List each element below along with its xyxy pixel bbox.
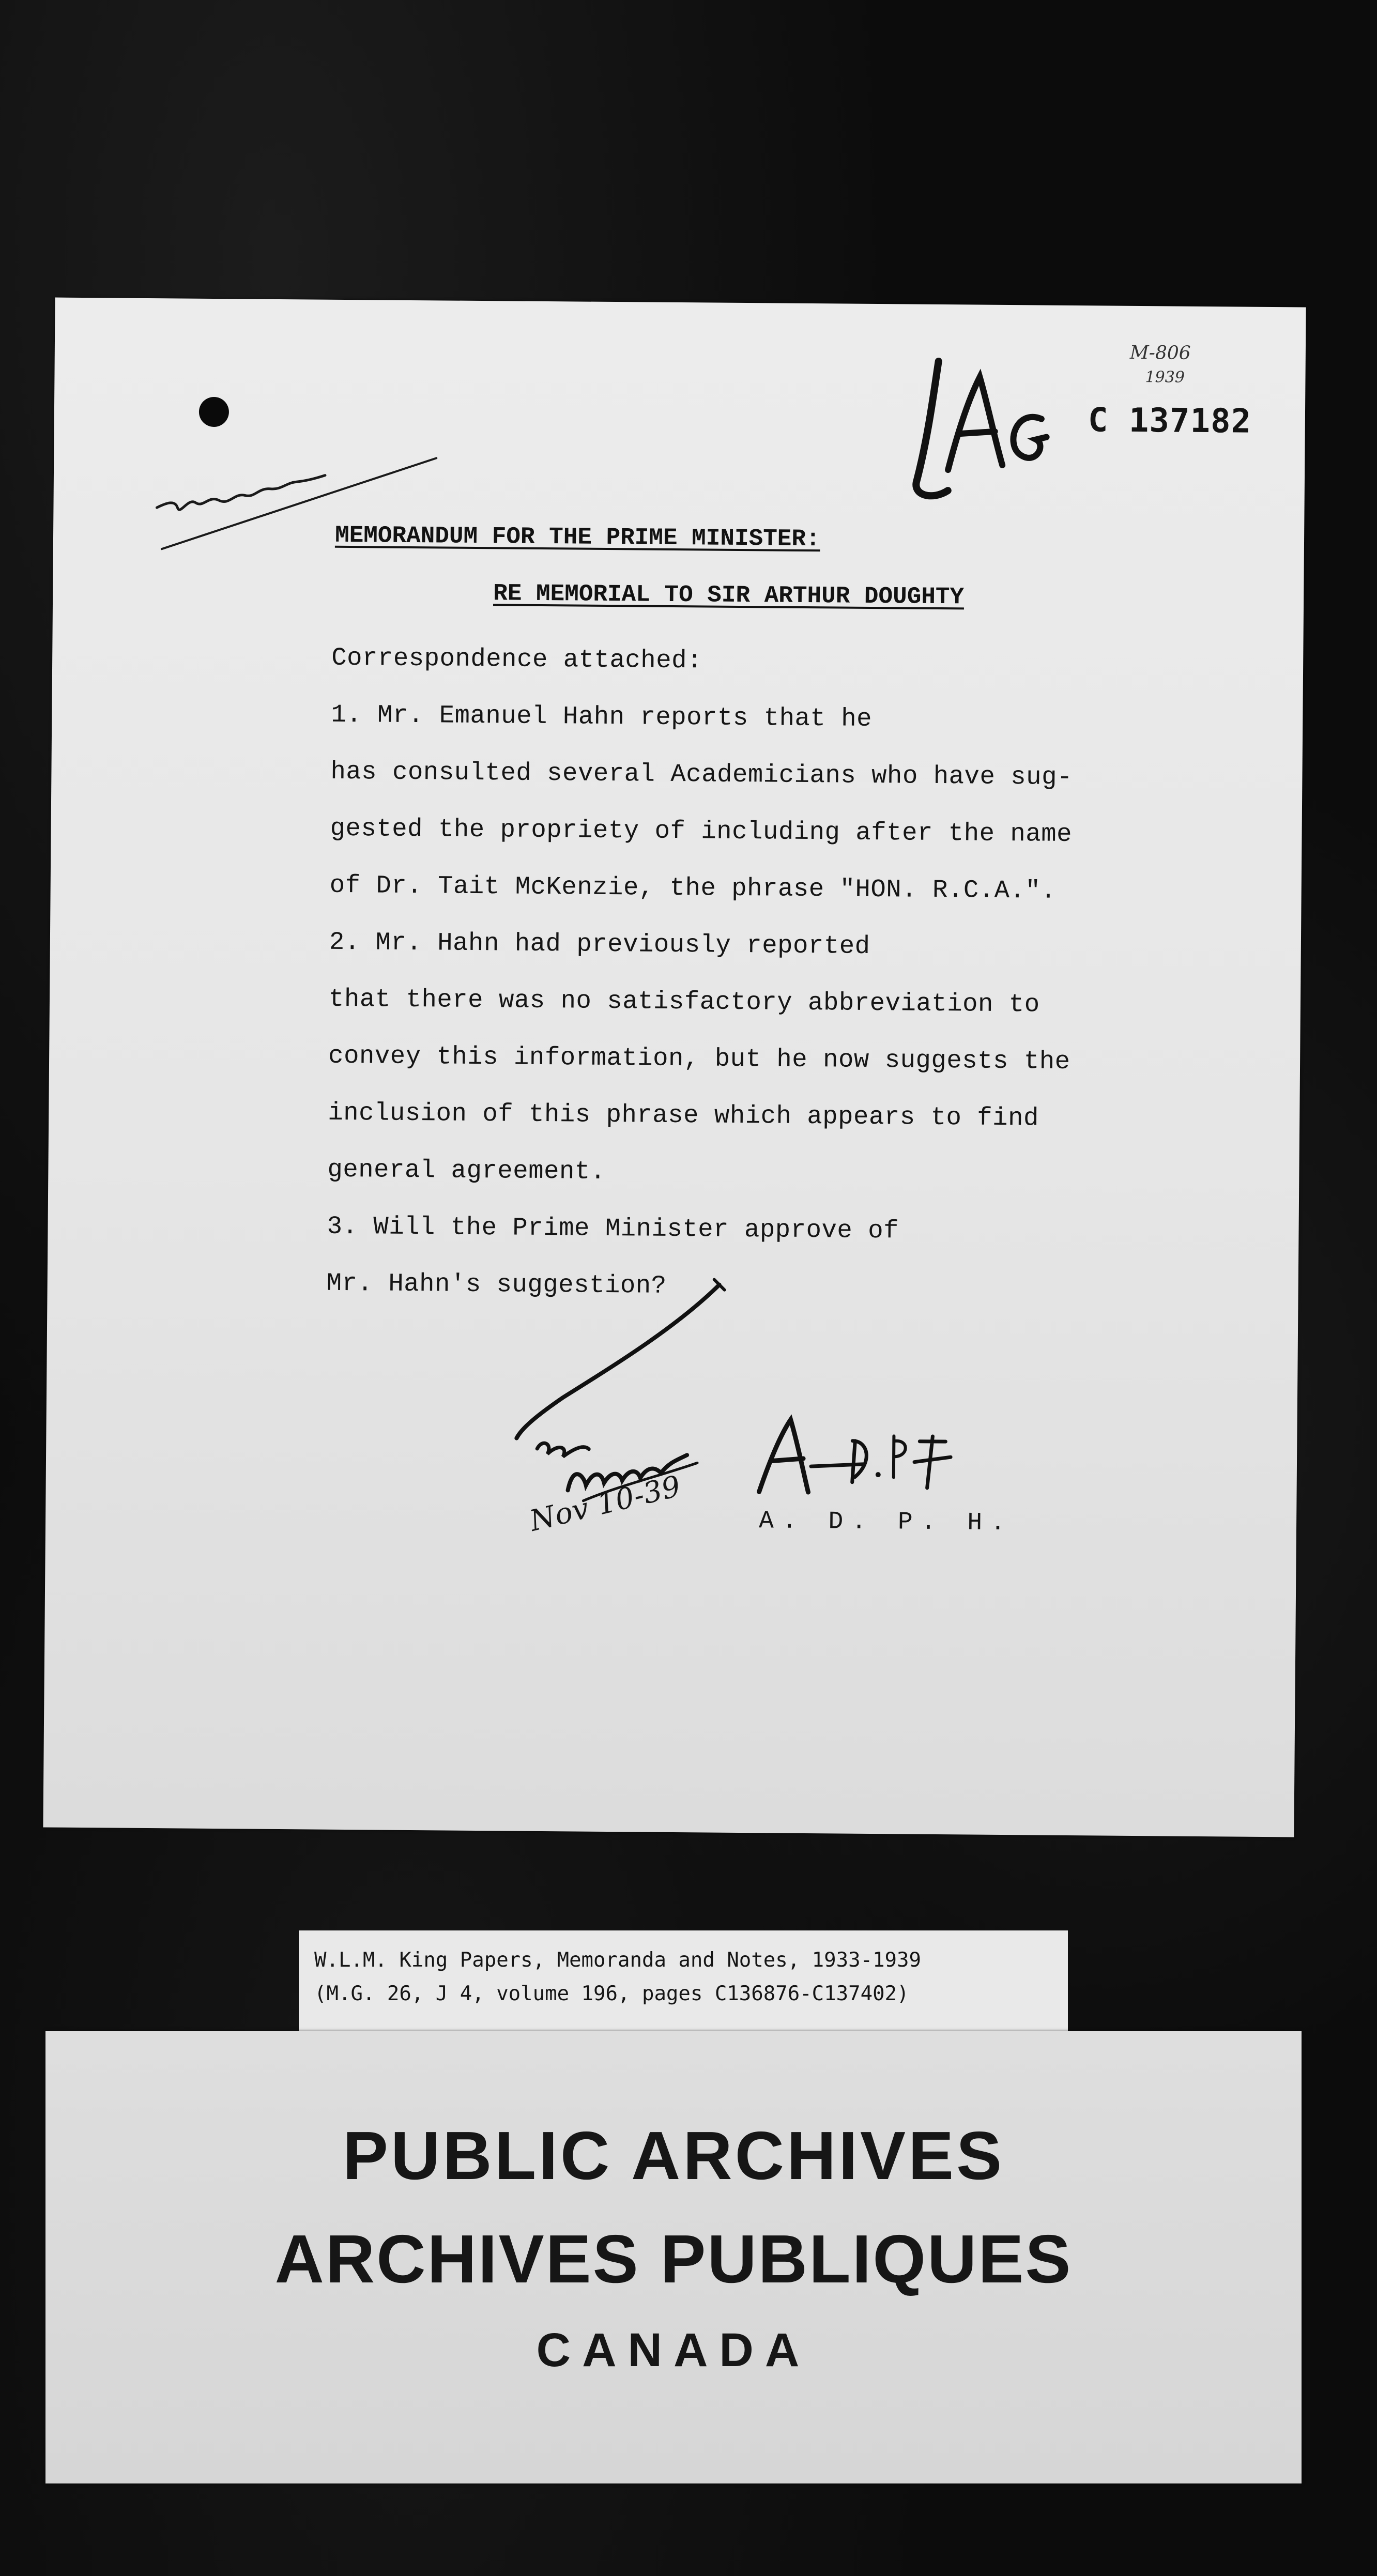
handwritten-initials-adph [743, 1404, 961, 1509]
memo-line: that there was no satisfactory abbreviation to [328, 984, 1040, 1019]
reference-number-stamp [1088, 401, 1252, 440]
reference-number: 137182 [1128, 401, 1252, 441]
memo-line: 3. Will the Prime Minister approve of [327, 1212, 899, 1246]
typed-initials: A. D. P. H. [758, 1507, 1014, 1538]
memo-sheet [43, 298, 1306, 1837]
archive-label-french: ARCHIVES PUBLIQUES [274, 2221, 1073, 2297]
archive-label-english: PUBLIC ARCHIVES [342, 2118, 1005, 2194]
memo-line: of Dr. Tait McKenzie, the phrase "HON. R.C.A.". [329, 870, 1057, 906]
memo-line: general agreement. [327, 1155, 606, 1186]
reference-prefix: C [1088, 401, 1109, 440]
memo-line: convey this information, but he now suggests the [328, 1041, 1070, 1077]
handwritten-initials-jag [901, 345, 1058, 517]
memo-line: 2. Mr. Hahn had previously reported [329, 927, 870, 961]
citation-line-2: (M.G. 26, J 4, volume 196, pages C136876-C137402) [314, 1982, 909, 2005]
handwritten-approval-signature [489, 1267, 761, 1600]
punch-hole [199, 397, 229, 427]
memo-line: gested the propriety of including after the name [330, 814, 1073, 849]
citation-line-1: W.L.M. King Papers, Memoranda and Notes, 1933-1939 [314, 1949, 921, 1972]
citation-strip [299, 1930, 1068, 2031]
memo-subject: RE MEMORIAL TO SIR ARTHUR DOUGHTY [493, 580, 965, 611]
memo-line: has consulted several Academicians who have sug- [330, 757, 1073, 792]
reference-annotation-top: M-806 [1129, 342, 1191, 364]
reference-annotation-bottom: 1939 [1145, 368, 1185, 387]
archive-label-country: CANADA [536, 2324, 811, 2376]
memo-line: Mr. Hahn's suggestion? [326, 1268, 667, 1300]
memo-line: inclusion of this phrase which appears to find [328, 1098, 1039, 1133]
handwritten-name-annotation [146, 430, 457, 577]
handwritten-date: Nov 10-39 [526, 1469, 684, 1538]
memo-line: Correspondence attached: [331, 643, 703, 676]
memo-line: 1. Mr. Emanuel Hahn reports that he [331, 700, 873, 733]
memo-heading: MEMORANDUM FOR THE PRIME MINISTER: [334, 522, 820, 553]
archive-label [45, 2031, 1302, 2483]
